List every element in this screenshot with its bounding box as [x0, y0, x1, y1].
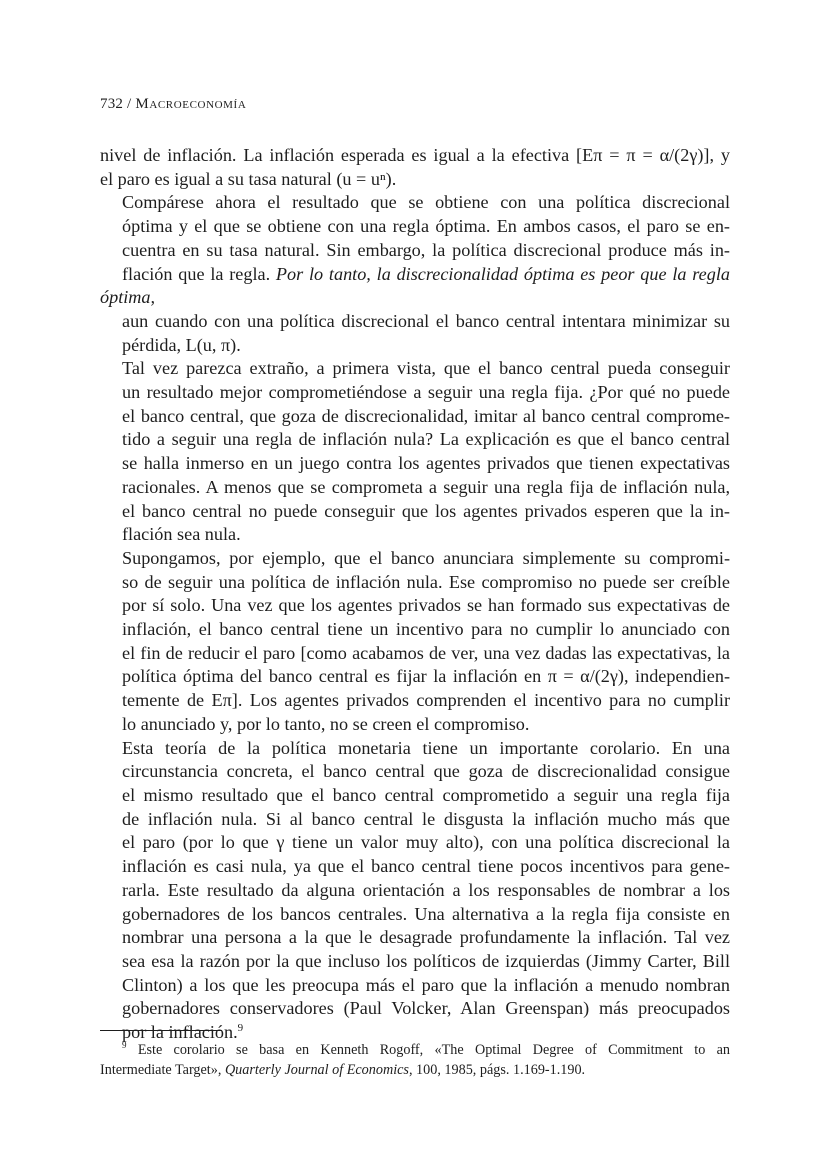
paragraph-3	[100, 357, 730, 547]
text-line: gobernadores de los bancos centrales. Una alternativa a la regla fija consiste en	[122, 903, 730, 924]
text-line: por la inflación.	[122, 1022, 238, 1043]
text-line: inflación es casi nula, ya que el banco central tiene pocos incentivos para gene-	[122, 856, 730, 877]
text-line: el fin de reducir el paro [como acabamos de ver, una vez dadas las expectativas, la	[122, 642, 730, 663]
footnote-text: Intermediate Target»,	[100, 1062, 225, 1078]
paragraph-1	[100, 144, 730, 191]
text-line: pérdida, L(u, π).	[122, 334, 241, 355]
text-line: cuentra en su tasa natural. Sin embargo, la política discrecional produce más in-	[122, 239, 730, 260]
footnote-line	[100, 1040, 730, 1060]
text-line: política óptima del banco central es fijar la inflación en π = α/(2γ), independien-	[122, 666, 730, 687]
text-line: Compárese ahora el resultado que se obtiene con una política discrecional	[122, 192, 730, 213]
text-line: inflación, el banco central tiene un incentivo para no cumplir lo anunciado con	[122, 619, 730, 640]
text-line: por sí solo. Una vez que los agentes privados se han formado sus expectativas de	[122, 595, 730, 616]
text-line: el banco central no puede conseguir que los agentes privados esperen que la in-	[122, 500, 730, 521]
text-line: el mismo resultado que el banco central comprometido a seguir una regla fija	[122, 784, 730, 805]
text-line: tido a seguir una regla de inflación nula? La explicación es que el banco central	[122, 429, 730, 450]
emphasized-text: Por lo tanto, la discrecionalidad óptima es peor que la regla óptima,	[100, 263, 730, 308]
journal-title: Quarterly Journal of Economics	[224, 1062, 409, 1078]
text-line: nombrar una persona a la que le desagrade profundamente la inflación. Tal vez	[122, 927, 730, 948]
paragraph-5	[100, 737, 730, 1045]
footnote-divider	[100, 1030, 222, 1031]
footnote-text: , 100, 1985, págs. 1.169-1.190.	[408, 1062, 586, 1078]
text-line: nivel de inflación. La inflación esperada es igual a la efectiva [Eπ = π = α/(2γ)], y	[100, 145, 730, 165]
text-line: flación sea nula.	[122, 524, 241, 545]
text-line: so de seguir una política de inflación nula. Ese compromiso no puede ser creíble	[122, 571, 730, 592]
book-title: Macroeconomía	[135, 96, 247, 112]
footnote-text: Este corolario se basa en Kenneth Rogoff, «The Optimal Degree of Commitment to an	[137, 1042, 731, 1058]
text-line: rarla. Este resultado da alguna orientación a los responsables de nombrar a los	[122, 879, 730, 900]
paragraph-2	[100, 191, 730, 357]
text-line: racionales. A menos que se comprometa a seguir una regla fija de inflación nula,	[122, 476, 730, 497]
text-line: el paro (por lo que γ tiene un valor muy alto), con una política discrecional la	[122, 832, 730, 853]
footnote-reference[interactable]: 9	[237, 1022, 244, 1035]
header-separator: /	[123, 96, 136, 112]
text-line: flación que la regla. Por lo tanto, la discrecionalidad óptima es peor que la regla óptima,	[100, 263, 730, 308]
running-header	[100, 96, 728, 113]
footnote-line	[100, 1060, 730, 1080]
text-line: de inflación nula. Si al banco central le disgusta la inflación mucho más que	[122, 808, 730, 829]
text-line: Tal vez parezca extraño, a primera vista, que el banco central pueda conseguir	[122, 358, 730, 379]
body-text	[100, 144, 730, 1045]
text-line: gobernadores conservadores (Paul Volcker, Alan Greenspan) más preocupados	[122, 998, 730, 1019]
footnote-marker: 9	[122, 1040, 127, 1050]
text-line: temente de Eπ]. Los agentes privados comprenden el incentivo para no cumplir	[122, 690, 730, 711]
text-line: el paro es igual a su tasa natural (u = uⁿ).	[100, 168, 397, 189]
text-line: un resultado mejor comprometiéndose a seguir una regla fija. ¿Por qué no puede	[122, 382, 730, 403]
footnote	[100, 1040, 730, 1080]
page-number: 732	[100, 96, 124, 112]
text-line: lo anunciado y, por lo tanto, no se creen el compromiso.	[122, 713, 530, 734]
text-line: aun cuando con una política discrecional el banco central intentara minimizar su	[122, 310, 730, 331]
paragraph-4	[100, 547, 730, 737]
text-line: Esta teoría de la política monetaria tiene un importante corolario. En una	[122, 737, 730, 758]
text-line: se halla inmerso en un juego contra los agentes privados que tienen expectativas	[122, 453, 730, 474]
text-line: sea esa la razón por la que incluso los políticos de izquierdas (Jimmy Carter, Bill	[122, 950, 730, 971]
text-line: óptima y el que se obtiene con una regla óptima. En ambos casos, el paro se en-	[122, 216, 730, 237]
text-line: Supongamos, por ejemplo, que el banco anunciara simplemente su compromi-	[122, 547, 730, 568]
text-line: Clinton) a los que les preocupa más el paro que la inflación a menudo nombran	[122, 974, 730, 995]
text-line: el banco central, que goza de discrecionalidad, imitar al banco central comprome-	[122, 405, 730, 426]
text-line: circunstancia concreta, el banco central que goza de discrecionalidad consigue	[122, 761, 730, 782]
